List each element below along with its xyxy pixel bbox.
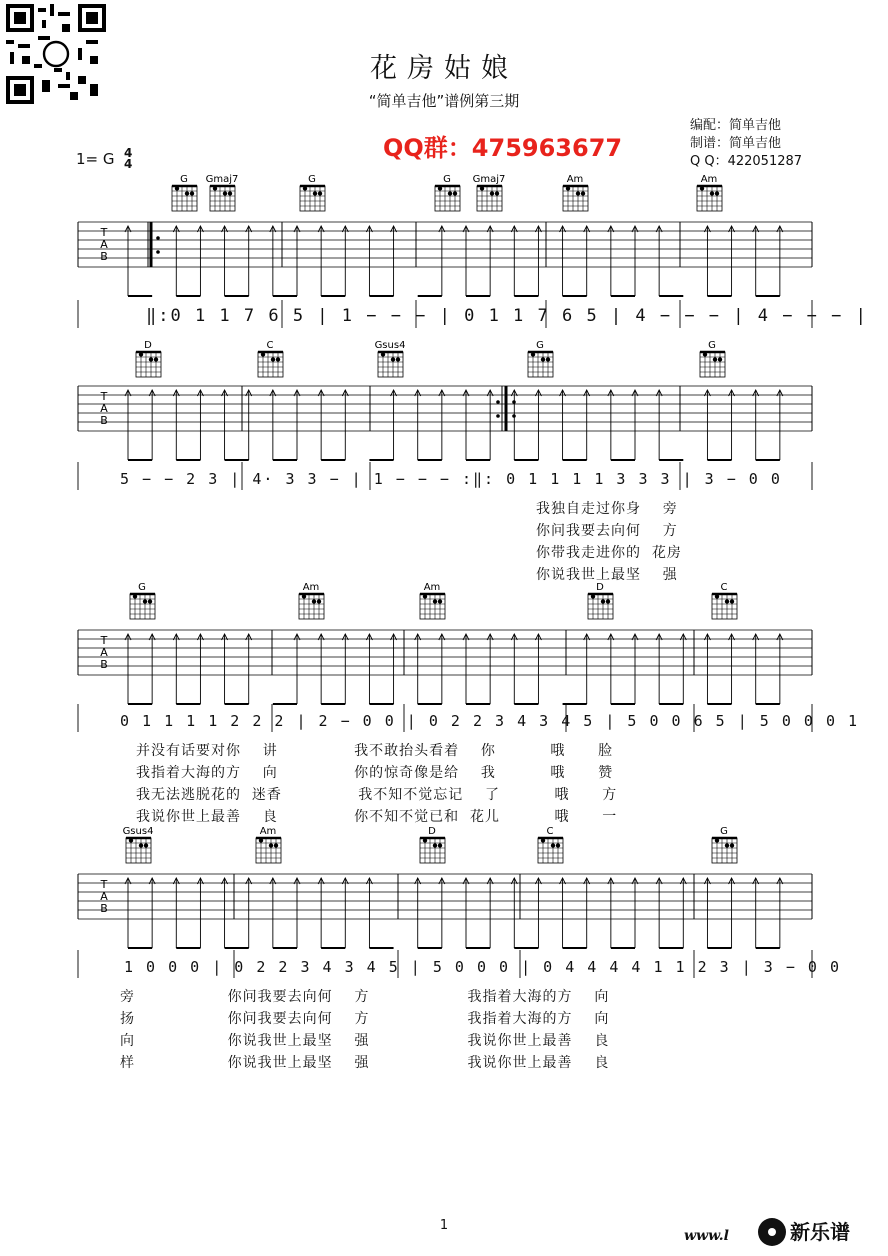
chord-finger-dot [154, 357, 158, 361]
chord-finger-dot [139, 352, 143, 356]
chord-name-label: C [546, 826, 554, 837]
chord-name-label: G [720, 826, 728, 837]
chord-name-label: D [428, 826, 436, 837]
chord-finger-dot [453, 191, 457, 195]
chord-finger-dot [713, 357, 717, 361]
lyric-line: 样 你说我世上最坚 强 我说你世上最善 良 [120, 1055, 610, 1071]
chord-finger-dot [480, 186, 484, 190]
chord-finger-dot [730, 843, 734, 847]
chord-finger-dot [541, 357, 545, 361]
chord-finger-dot [185, 191, 189, 195]
lyric-line: 你带我走进你的 花房 [536, 545, 682, 561]
chord-name-label: Am [423, 582, 441, 593]
song-title: 花房姑娘 [370, 53, 518, 84]
chord-finger-dot [495, 191, 499, 195]
chord-finger-dot [423, 838, 427, 842]
chord-finger-dot [591, 594, 595, 598]
chord-finger-dot [433, 599, 437, 603]
chord-finger-dot [566, 186, 570, 190]
tab-clef-letter: B [100, 414, 108, 427]
chord-name-label: Am [259, 826, 277, 837]
chord-finger-dot [303, 186, 307, 190]
chord-finger-dot [228, 191, 232, 195]
chord-finger-dot [601, 599, 605, 603]
chord-finger-dot [133, 594, 137, 598]
chord-finger-dot [148, 599, 152, 603]
qq-contact: Q Q：422051287 [690, 154, 803, 169]
chord-name-label: Gsus4 [374, 340, 406, 351]
chord-finger-dot [391, 357, 395, 361]
chord-name-label: G [308, 174, 316, 185]
chord-finger-dot [730, 599, 734, 603]
lyric-line: 向 你说我世上最坚 强 我说你世上最善 良 [120, 1033, 610, 1049]
chord-finger-dot [175, 186, 179, 190]
chord-name-label: Am [302, 582, 320, 593]
qq-group-banner: QQ群：475963677 [383, 134, 623, 162]
chord-finger-dot [700, 186, 704, 190]
chord-name-label: G [708, 340, 716, 351]
chord-finger-dot [715, 594, 719, 598]
lyric-line: 我无法逃脱花的 迷香 我不知不觉忘记 了 哦 方 [136, 787, 618, 803]
lyric-line: 并没有话要对你 讲 我不敢抬头看着 你 哦 脸 [136, 743, 614, 759]
chord-finger-dot [144, 843, 148, 847]
chord-finger-dot [541, 838, 545, 842]
chord-finger-dot [190, 191, 194, 195]
repeat-dot [156, 236, 160, 240]
chord-name-label: Am [700, 174, 718, 185]
chord-finger-dot [317, 599, 321, 603]
chord-name-label: G [536, 340, 544, 351]
chord-finger-dot [261, 352, 265, 356]
chord-finger-dot [276, 357, 280, 361]
repeat-dot [512, 414, 516, 418]
chord-name-label: G [180, 174, 188, 185]
numbered-notation-row-2: 5 − − 2 3 | 4· 3 3 − | 1 − − − :‖: 0 1 1 1 1 3 3 3 | 3 − 0 0 [120, 470, 782, 488]
chord-finger-dot [423, 594, 427, 598]
site-watermark: www.l [684, 1228, 729, 1244]
chord-finger-dot [312, 599, 316, 603]
record-logo-icon [758, 1218, 786, 1246]
chord-finger-dot [718, 357, 722, 361]
tab-clef-letter: B [100, 658, 108, 671]
lyric-line: 你问我要去向何 方 [536, 523, 678, 539]
chord-finger-dot [438, 843, 442, 847]
repeat-dot [496, 414, 500, 418]
lyric-line: 我指着大海的方 向 你的惊奇像是给 我 哦 赞 [136, 765, 614, 781]
tab-clef-letter: A [100, 646, 108, 659]
transcriber-credit: 制谱：简单吉他 [690, 136, 782, 151]
tab-clef-letter: T [100, 634, 108, 647]
lyric-line: 我独自走过你身 旁 [536, 501, 678, 517]
tab-clef-letter: A [100, 402, 108, 415]
chord-finger-dot [302, 594, 306, 598]
chord-finger-dot [448, 191, 452, 195]
time-signature-top: 4 [124, 146, 133, 160]
tab-clef-letter: T [100, 878, 108, 891]
arranger-credit: 编配：简单吉他 [690, 118, 782, 133]
song-subtitle: “简单吉他”谱例第三期 [368, 92, 520, 110]
numbered-notation-row-1: ‖:0 1 1 7 6 5 | 1 − − − | 0 1 1 7 6 5 | 4 − − − | 4 − − − | [146, 306, 868, 326]
chord-finger-dot [725, 599, 729, 603]
repeat-dot [512, 400, 516, 404]
chord-name-label: Gmaj7 [205, 174, 239, 185]
chord-finger-dot [318, 191, 322, 195]
repeat-dot [156, 250, 160, 254]
chord-name-label: Gsus4 [122, 826, 154, 837]
lyric-line: 我说你世上最善 良 你不知不觉已和 花儿 哦 一 [136, 809, 618, 825]
chord-finger-dot [490, 191, 494, 195]
lyric-line: 你说我世上最坚 强 [536, 567, 678, 583]
lyric-line: 扬 你问我要去向何 方 我指着大海的方 向 [120, 1011, 610, 1027]
chord-name-label: D [596, 582, 604, 593]
chord-finger-dot [433, 843, 437, 847]
chord-name-label: Gmaj7 [472, 174, 506, 185]
chord-finger-dot [223, 191, 227, 195]
chord-name-label: C [720, 582, 728, 593]
lyric-line: 旁 你问我要去向何 方 我指着大海的方 向 [120, 989, 610, 1005]
chord-finger-dot [381, 352, 385, 356]
chord-name-label: Am [566, 174, 584, 185]
chord-finger-dot [715, 838, 719, 842]
chord-finger-dot [715, 191, 719, 195]
chord-name-label: G [138, 582, 146, 593]
chord-finger-dot [213, 186, 217, 190]
chord-finger-dot [139, 843, 143, 847]
numbered-notation-row-3: 0 1 1 1 1 2 2 2 | 2 − 0 0 | 0 2 2 3 4 3 4 5 | 5 0 0 6 5 | 5 0 0 0 1 [120, 712, 860, 730]
chord-name-label: G [443, 174, 451, 185]
tab-clef-letter: B [100, 250, 108, 263]
chord-finger-dot [725, 843, 729, 847]
chord-finger-dot [581, 191, 585, 195]
chord-finger-dot [149, 357, 153, 361]
chord-finger-dot [556, 843, 560, 847]
tab-clef-letter: T [100, 390, 108, 403]
chord-finger-dot [269, 843, 273, 847]
chord-finger-dot [710, 191, 714, 195]
chord-finger-dot [274, 843, 278, 847]
chord-finger-dot [703, 352, 707, 356]
chord-finger-dot [576, 191, 580, 195]
chord-finger-dot [143, 599, 147, 603]
chord-name-label: C [266, 340, 274, 351]
numbered-notation-row-4: 1 0 0 0 | 0 2 2 3 4 3 4 5 | 5 0 0 0 | 0 4 4 4 4 1 1 2 3 | 3 − 0 0 [124, 958, 841, 976]
chord-finger-dot [396, 357, 400, 361]
chord-finger-dot [438, 599, 442, 603]
tab-clef-letter: A [100, 238, 108, 251]
time-signature-bottom: 4 [124, 157, 133, 171]
tab-clef-letter: B [100, 902, 108, 915]
key-signature: 1= G [76, 150, 115, 168]
page-number: 1 [439, 1218, 449, 1233]
tab-clef-letter: A [100, 890, 108, 903]
chord-name-label: D [144, 340, 152, 351]
chord-finger-dot [546, 357, 550, 361]
brand-logo-text: 新乐谱 [790, 1220, 850, 1244]
chord-finger-dot [606, 599, 610, 603]
chord-finger-dot [313, 191, 317, 195]
chord-finger-dot [531, 352, 535, 356]
chord-finger-dot [551, 843, 555, 847]
chord-finger-dot [271, 357, 275, 361]
chord-finger-dot [259, 838, 263, 842]
chord-finger-dot [438, 186, 442, 190]
chord-finger-dot [129, 838, 133, 842]
tab-clef-letter: T [100, 226, 108, 239]
repeat-dot [496, 400, 500, 404]
